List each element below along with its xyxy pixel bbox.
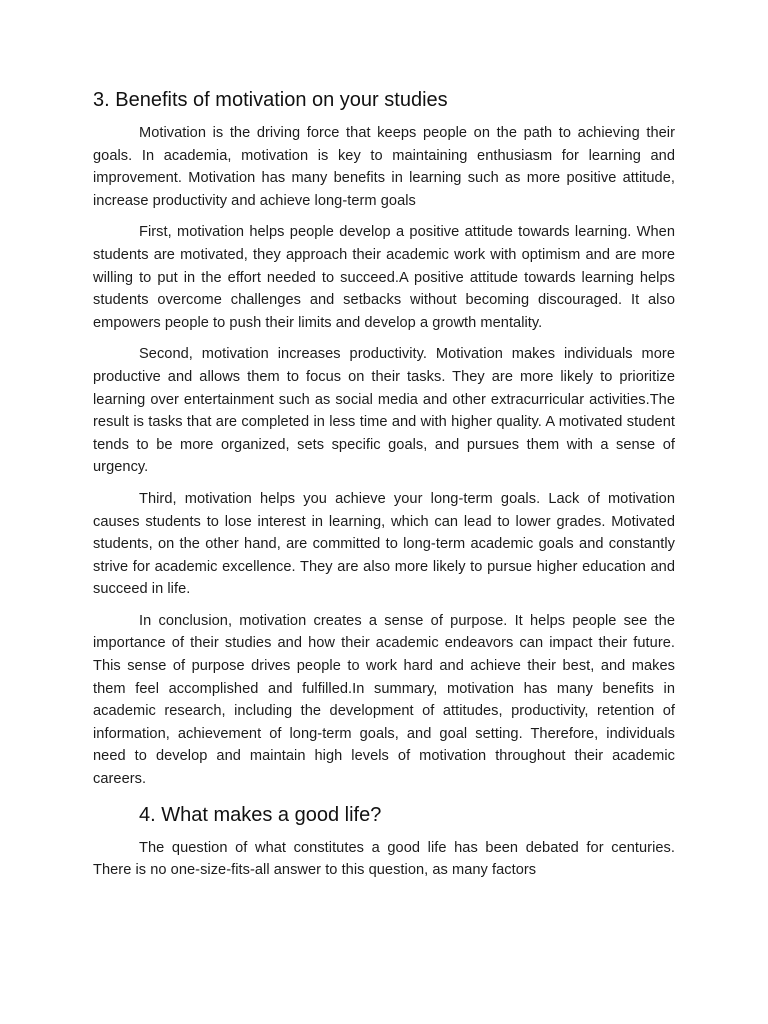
section-3-paragraph-1: Motivation is the driving force that keeps people on the path to achieving their goals. In academia, motivation is key to maintaining enthusiasm for learning and improvement. Motivation has many benefits in learning such as more positive attitude, increase productivity and achieve long-term goals [93,125,675,209]
section-3-heading: 3. Benefits of motivation on your studies [93,89,448,111]
section-3-paragraph-4: Third, motivation helps you achieve your long-term goals. Lack of motivation causes students to lose interest in learning, which can lead to lower grades. Motivated students, on the other hand, are committed to long-term academic goals and constantly strive for academic excellence. They are also more likely to pursue higher education and succeed in life. [93,490,675,598]
document-page [93,86,675,891]
section-4-heading: 4. What makes a good life? [139,803,382,826]
section-3-paragraph-5: In conclusion, motivation creates a sense of purpose. It helps people see the importance of their studies and how their academic endeavors can impact their future. This sense of purpose drives people to work hard and achieve their best, and makes them feel accomplished and fulfilled.In summary, motivation has many benefits in academic research, including the development of attitudes, productivity, retention of information, achievement of long-term goals, and goal setting. Therefore, individuals need to develop and maintain high levels of motivation throughout their academic careers. [93,612,675,788]
section-3-paragraph-2: First, motivation helps people develop a positive attitude towards learning. When students are motivated, they approach their academic work with optimism and are more willing to put in the effort needed to succeed.A positive attitude towards learning helps students overcome challenges and setbacks without becoming discouraged. It also empowers people to push their limits and develop a growth mentality. [93,224,675,331]
section-3-paragraph-3: Second, motivation increases productivity. Motivation makes individuals more productive and allows them to focus on their tasks. They are more likely to prioritize learning over entertainment such as social media and other extracurricular activities.The result is tasks that are completed in less time and with higher quality. A motivated student tends to be more organized, sets specific goals, and pursues them with a sense of urgency. [93,346,675,476]
section-4-paragraph-1: The question of what constitutes a good life has been debated for centuries. There is no one-size-fits-all answer to this question, as many factors [93,839,675,879]
